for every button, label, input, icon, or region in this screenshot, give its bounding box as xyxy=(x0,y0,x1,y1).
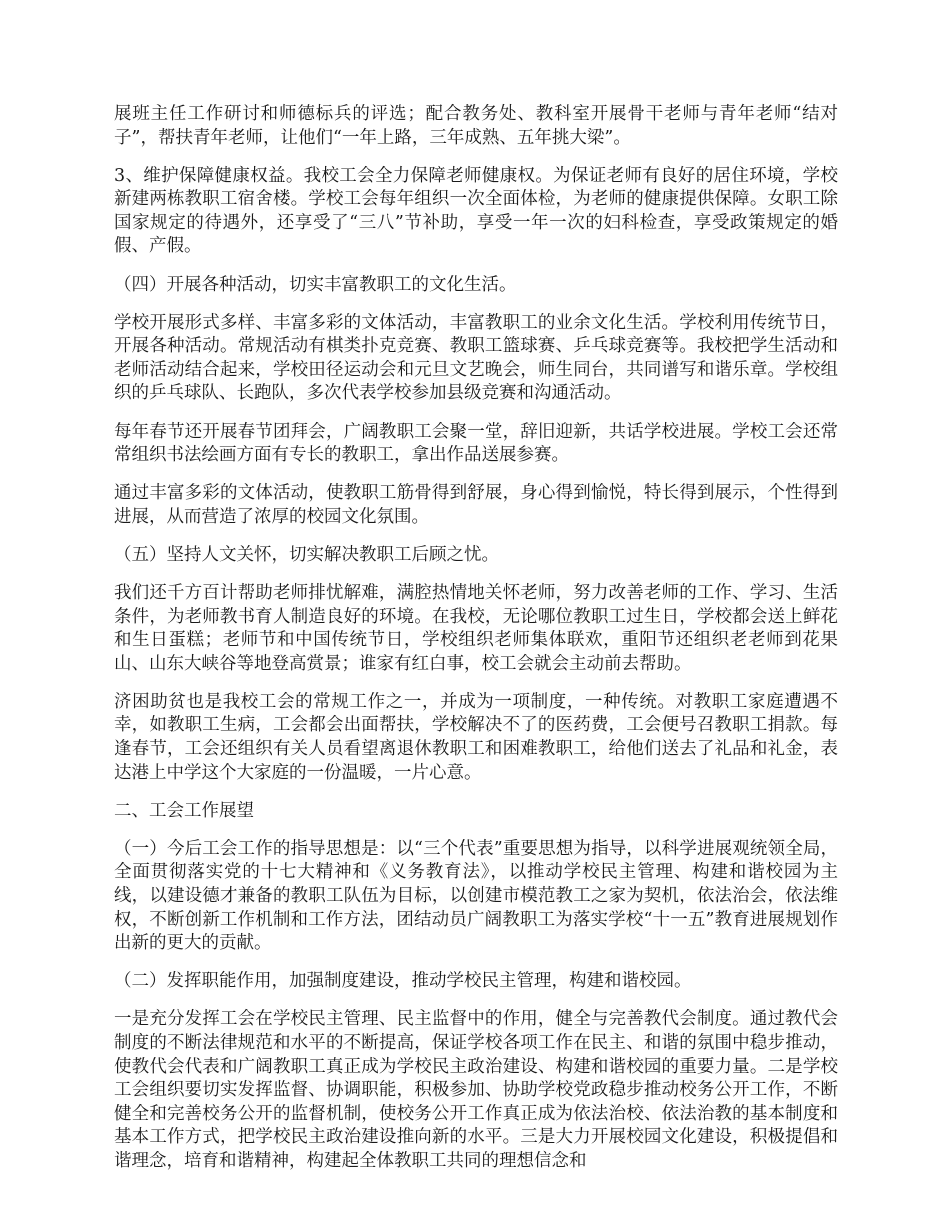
paragraph-cultural-activities: 学校开展形式多样、丰富多彩的文体活动，丰富教职工的业余文化生活。学校利用传统节日，开展各种活动。常规活动有棋类扑克竞赛、教职工篮球赛、乒乓球竞赛等。我校把学生活动和老师活动结合起来，学校田径运动会和元旦文艺晚会，师生同台，共同谱写和谐乐章。学校组织的乒乓球队、长跑队，多次代表学校参加县级竞赛和沟通活动。 xyxy=(114,312,838,404)
paragraph-activity-results: 通过丰富多彩的文体活动，使教职工筋骨得到舒展，身心得到愉悦，特长得到展示，个性得到进展，从而营造了浓厚的校园文化氛围。 xyxy=(114,483,838,527)
section-heading-outlook: 二、工会工作展望 xyxy=(114,800,254,821)
paragraph-poverty-relief: 济困助贫也是我校工会的常规工作之一，并成为一项制度，一种传统。对教职工家庭遭遇不幸，如教职工生病，工会都会出面帮扶，学校解决不了的医药费，工会便号召教职工捐款。每逢春节，工会还组织有关人员看望离退休教职工和困难教职工，给他们送去了礼品和礼金，表达港上中学这个大家庭的一份温暖，一片心意。 xyxy=(114,691,838,783)
section-heading-activities: （四）开展各种活动，切实丰富教职工的文化生活。 xyxy=(114,274,517,295)
section-heading-functions: （二）发挥职能作用，加强制度建设，推动学校民主管理，构建和谐校园。 xyxy=(114,971,692,992)
paragraph-mentoring-continued: 展班主任工作研讨和师德标兵的评选；配合教务处、教科室开展骨干老师与青年老师“结对子”，帮扶青年老师，让他们“一年上路，三年成熟、五年挑大梁”。 xyxy=(114,104,838,148)
document-body xyxy=(114,103,838,1188)
paragraph-teacher-care: 我们还千方百计帮助老师排忧解难，满腔热情地关怀老师，努力改善老师的工作、学习、生活条件，为老师教书育人制造良好的环境。在我校，无论哪位教职工过生日，学校都会送上鲜花和生日蛋糕；老师节和中国传统节日，学校组织老师集体联欢，重阳节还组织老老师到花果山、山东大峡谷等地登高赏景；谁家有红白事，校工会就会主动前去帮助。 xyxy=(114,583,838,674)
paragraph-spring-festival: 每年春节还开展春节团拜会，广阔教职工会聚一堂，辞旧迎新，共话学校进展。学校工会还常常组织书法绘画方面有专长的教职工，拿出作品送展参赛。 xyxy=(114,421,838,466)
section-heading-humanistic-care: （五）坚持人文关怀，切实解决教职工后顾之忧。 xyxy=(114,544,499,565)
paragraph-democratic-management: 一是充分发挥工会在学校民主管理、民主监督中的作用，健全与完善教代会制度。通过教代会制度的不断法律规范和水平的不断提高，保证学校各项工作在民主、和谐的氛围中稳步推动，使教代会代表和广阔教职工真正成为学校民主政治建设、构建和谐校园的重要力量。二是学校工会组织要切实发挥监督、协调职能，积极参加、协助学校党政稳步推动校务公开工作，不断健全和完善校务公开的监督机制，使校务公开工作真正成为依法治校、依法治教的基本制度和基本工作方式，把学校民主政治建设推向新的水平。三是大力开展校园文化建设，积极提倡和谐理念，培育和谐精神，构建起全体教职工共同的理想信念和 xyxy=(114,1009,838,1171)
paragraph-guiding-ideology: （一）今后工会工作的指导思想是：以“三个代表”重要思想为指导，以科学进展观统领全局，全面贯彻落实党的十七大精神和《义务教育法》，以推动学校民主管理、构建和谐校园为主线，以建设德才兼备的教职工队伍为目标，以创建市模范教工之家为契机，依法治会，依法维权，不断创新工作机制和工作方法，团结动员广阔教职工为落实学校“十一五”教育进展规划作出新的更大的贡献。 xyxy=(114,838,838,954)
paragraph-health-rights: 3、维护保障健康权益。我校工会全力保障老师健康权。为保证老师有良好的居住环境，学校新建两栋教职工宿舍楼。学校工会每年组织一次全面体检，为老师的健康提供保障。女职工除国家规定的待遇外，还享受了“三八”节补助，享受一年一次的妇科检查，享受政策规定的婚假、产假。 xyxy=(114,165,838,257)
